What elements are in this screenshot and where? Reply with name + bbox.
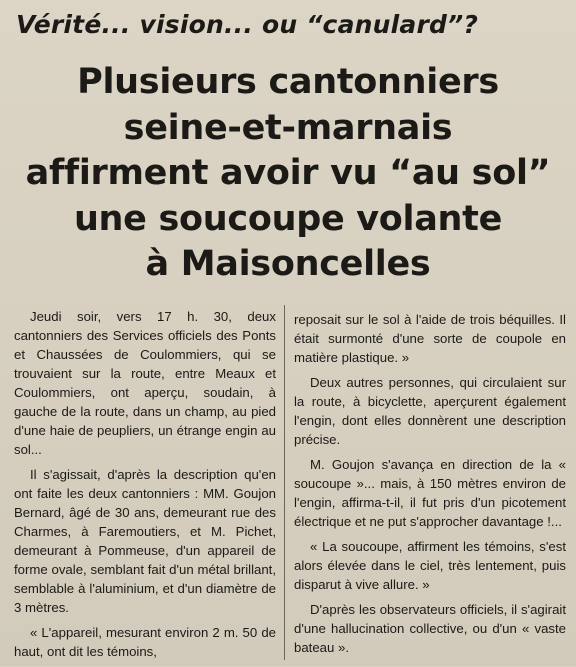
paragraph: reposait sur le sol à l'aide de trois béquilles. Il était surmonté d'une sorte de coupole en matière plastique. » [294,312,566,365]
article-headline [6,60,570,288]
headline-line: Plusieurs cantonniers [77,62,499,102]
headline-line: une soucoupe volante [73,198,503,239]
paragraph: M. Goujon s'avança en direction de la « soucoupe »... mais, à 150 mètres environ de l'engin, affirma-t-il, il fut pris d'un picotement électrique et ne put s'approcher davantage !... [294,457,566,529]
paragraph: Jeudi soir, vers 17 h. 30, deux cantonniers des Services officiels des Ponts et Chaussées de Coulommiers, qui se trouvaient sur la route, entre Meaux et Coulommiers, ont aperçu, soudain, à gauche de la route, dans un champ, au pied d'une haie de peupliers, un étrange engin au sol... [14,309,276,457]
paragraph: « L'appareil, mesurant environ 2 m. 50 de haut, ont dit les témoins, [14,625,276,659]
headline-line: seine-et-marnais [123,107,453,148]
paragraph: D'après les observateurs officiels, il s'agirait d'une hallucination collective, ou d'un « vaste bateau ». [294,602,566,655]
headline-line: à Maisoncelles [145,244,431,284]
article-column-right [294,310,566,663]
column-divider [284,305,285,660]
headline-line: affirment avoir vu “au sol” [25,153,551,193]
paragraph: « La soucoupe, affirment les témoins, s'est alors élevée dans le ciel, très lentement, puis disparut à vive allure. » [294,539,566,592]
paragraph: Il s'agissait, d'après la description qu'en ont faite les deux cantonniers : MM. Goujon Bernard, âgé de 30 ans, demeurant rue des Charmes, à Faremoutiers, et M. Pichet, demeurant à Pommeuse, d'un appareil de forme ovale, semblant fait d'un métal brillant, semblable à l'aluminium, et d'un diamètre de 3 mètres. [14,467,276,615]
article-column-left [14,307,276,667]
article-kicker: Vérité... vision... ou “canulard”? [16,10,479,39]
paragraph: Deux autres personnes, qui circulaient sur la route, à bicyclette, aperçurent également l'engin, dont elles donnèrent une description précise. [294,375,566,447]
